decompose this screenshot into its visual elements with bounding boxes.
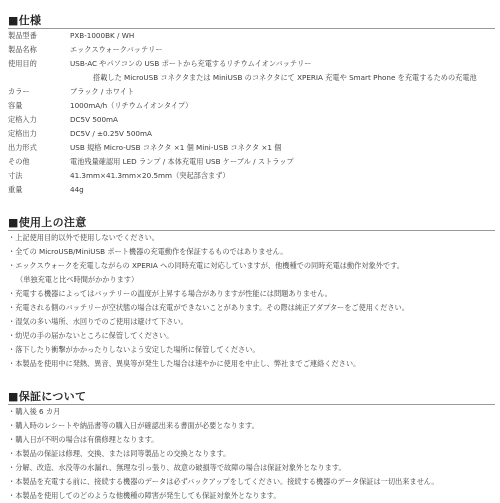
spec-label: 重量 [8, 185, 23, 194]
spec-label: 出力形式 [8, 143, 37, 152]
spec-heading: ■仕様 [8, 14, 42, 27]
list-item: ・充電する機器によってはバッテリーの温度が上昇する場合がありますが性能には問題ありません。 [8, 289, 332, 298]
spec-label: 定格出力 [8, 129, 37, 138]
spec-value: DC5V 500mA [70, 115, 118, 124]
spec-label: 製品名称 [8, 45, 37, 54]
spec-value: エックスウォークバッテリー [70, 45, 163, 54]
list-item: ・幼児の手の届かないところに保管してください。 [8, 331, 174, 340]
spec-row-input [8, 113, 496, 127]
list-item: ・本製品の保証は修理、交換、または同等製品との交換となります。 [8, 449, 231, 458]
spec-value: 44g [70, 185, 84, 194]
spec-row-other [8, 155, 496, 169]
spec-label: 製品型番 [8, 31, 37, 40]
spec-row-weight [8, 183, 496, 197]
list-item: ・充電される側のバッテリーが空状態の場合は充電ができないことがあります。その際は純正アダプターをご使用ください。 [8, 303, 409, 312]
spec-label: その他 [8, 157, 30, 166]
list-item: ・湿気の多い場所、水回りでのご使用は避けて下さい。 [8, 317, 188, 326]
list-item: （単独充電と比べ時間がかかります） [16, 275, 139, 284]
caution-heading: ■使用上の注意 [8, 216, 87, 229]
warranty-heading: ■保証について [8, 390, 87, 403]
list-item: ・エックスウォークを充電しながらの XPERIA への同時充電に対応していますが、他機種での同時充電は動作対象外です。 [8, 261, 404, 270]
spec-value: PXB-1000BK / WH [70, 31, 135, 40]
spec-label: 容量 [8, 101, 23, 110]
list-item: ・購入日が不明の場合は有償修理となります。 [8, 435, 159, 444]
list-item: ・本製品を使用中に発熱、異音、異臭等が発生した場合は速やかに使用を中止し、弊社までご連絡ください。 [8, 359, 361, 368]
spec-row-purpose [8, 57, 496, 71]
list-item: ・購入時のレシートや納品書等の購入日が確認出来る書面が必要となります。 [8, 421, 259, 430]
spec-row-capacity [8, 99, 496, 113]
spec-row-purpose-cont [8, 71, 496, 85]
spec-value: USB-AC やパソコンの USB ポートから充電するリチウムイオンバッテリー [70, 59, 312, 68]
spec-label: 定格入力 [8, 115, 37, 124]
spec-row-output-format [8, 141, 496, 155]
spec-row-model [8, 29, 496, 43]
spec-value: 電池残量確認用 LED ランプ / 本体充電用 USB ケーブル / ストラップ [70, 157, 294, 166]
spec-value: 1000mA/h（リチウムイオンタイプ） [70, 101, 193, 110]
spec-label: カラー [8, 87, 30, 96]
spec-value: DC5V / ±0.25V 500mA [70, 129, 152, 138]
list-item: ・本製品を使用してのどのような他機種の障害が発生しても保証対象外となります。 [8, 491, 281, 500]
spec-value: USB 規格 Micro-USB コネクタ ×1 個 Mini-USB コネクタ ×1 個 [70, 143, 282, 152]
list-item: ・上記使用目的以外で使用しないでください。 [8, 233, 159, 242]
spec-label: 使用目的 [8, 59, 37, 68]
list-item: ・購入後 6 カ月 [8, 407, 61, 416]
spec-row-name [8, 43, 496, 57]
spec-label: 寸法 [8, 171, 23, 180]
list-item: ・落下したり衝撃がかかったりしないよう安定した場所に保管してください。 [8, 345, 260, 354]
warranty-list [8, 405, 496, 503]
spec-row-output [8, 127, 496, 141]
list-item: ・本製品を充電する前に、接続する機器のデータは必ずバックアップをしてください。接続する機器のデータ保証は一切出来ません。 [8, 477, 439, 486]
list-item: ・分解、改造、水没等の水漏れ、無理な引っ張り、故意の破損等で故障の場合は保証対象外となります。 [8, 463, 346, 472]
spec-value: ブラック / ホワイト [70, 87, 135, 96]
list-item: ・全ての MicroUSB/MiniUSB ポート機器の充電動作を保証するものではありません。 [8, 247, 288, 256]
spec-row-color [8, 85, 496, 99]
spec-row-dimensions [8, 169, 496, 183]
caution-list [8, 231, 496, 371]
spec-value: 搭載した MicroUSB コネクタまたは MiniUSB のコネクタにて XPERIA 充電や Smart Phone を充電するための充電池 [93, 73, 477, 82]
spec-value: 41.3mm×41.3mm×20.5mm（突起部含まず） [70, 171, 230, 180]
